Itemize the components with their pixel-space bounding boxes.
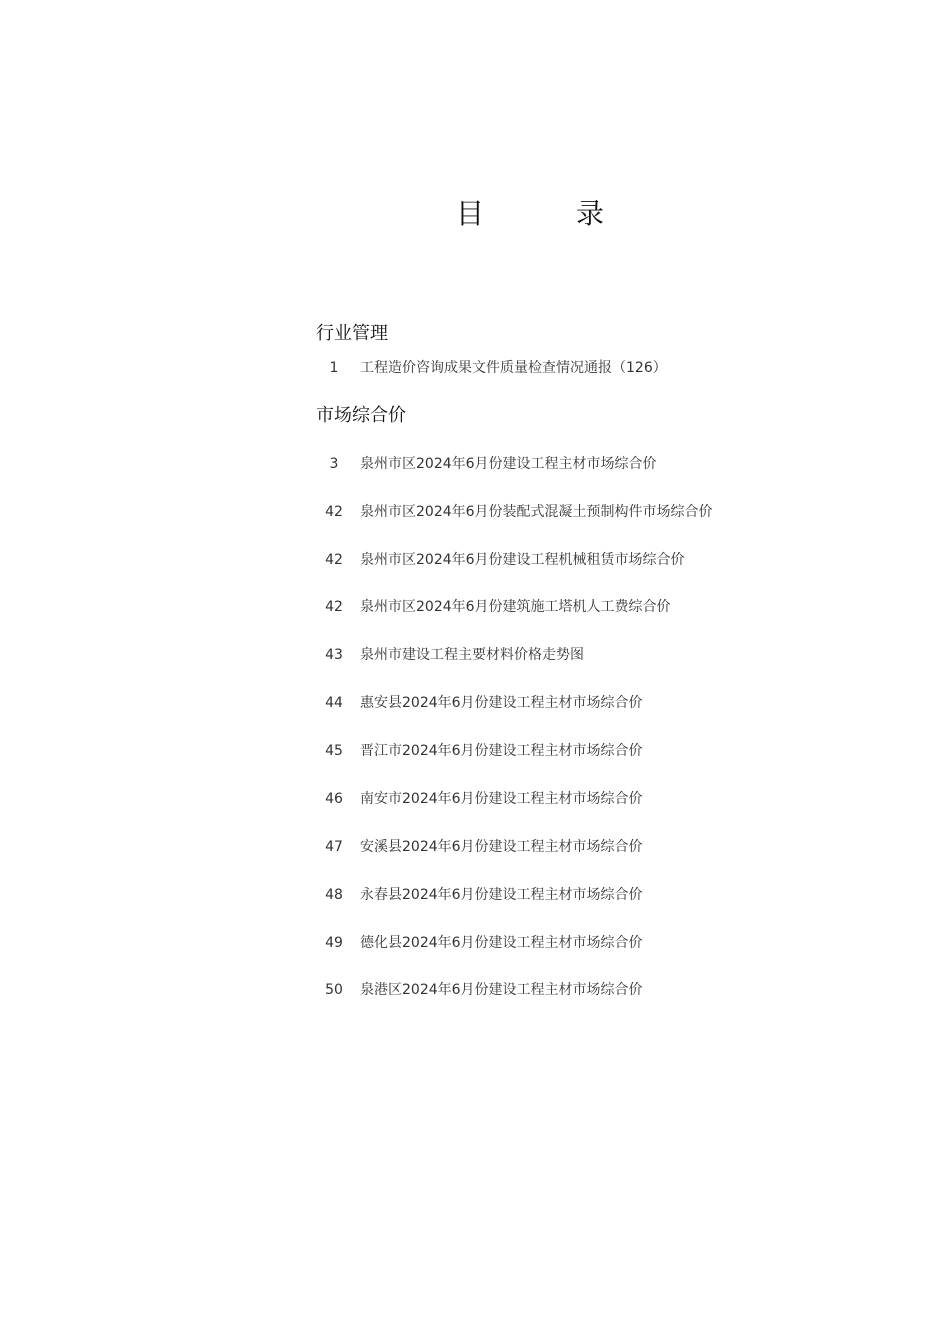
toc-page-number: 42 — [325, 504, 343, 520]
toc-page-number: 3 — [329, 456, 339, 472]
toc-entry[interactable] — [316, 789, 643, 809]
toc-entry[interactable] — [316, 645, 584, 665]
toc-entry-title: 泉州市建设工程主要材料价格走势图 — [360, 647, 584, 663]
page-title: 目 录 — [455, 197, 636, 230]
toc-entry-title: 德化县2024年6月份建设工程主材市场综合价 — [360, 935, 643, 951]
section-heading-market-price: 市场综合价 — [316, 405, 406, 426]
toc-entry[interactable] — [316, 885, 643, 905]
toc-entry-title: 南安市2024年6月份建设工程主材市场综合价 — [360, 791, 643, 807]
toc-entry-title: 泉州市区2024年6月份建筑施工塔机人工费综合价 — [360, 599, 671, 615]
section-heading-industry-management: 行业管理 — [316, 323, 388, 344]
toc-page-number: 43 — [325, 647, 343, 663]
toc-page-number: 42 — [325, 552, 343, 568]
toc-entry[interactable] — [316, 933, 643, 953]
toc-page-number: 47 — [325, 839, 343, 855]
toc-page-number: 50 — [325, 982, 343, 998]
toc-entry[interactable] — [316, 597, 671, 617]
toc-entry-title: 惠安县2024年6月份建设工程主材市场综合价 — [360, 695, 643, 711]
toc-entry[interactable] — [316, 502, 713, 522]
toc-entry[interactable] — [316, 693, 643, 713]
toc-entry-title: 泉州市区2024年6月份建设工程机械租赁市场综合价 — [360, 552, 685, 568]
toc-page-number: 48 — [325, 887, 343, 903]
toc-page-number: 1 — [329, 360, 339, 376]
toc-entry-title: 工程造价咨询成果文件质量检查情况通报（126） — [360, 360, 667, 376]
toc-page-number: 44 — [325, 695, 343, 711]
toc-entry-title: 泉州市区2024年6月份装配式混凝土预制构件市场综合价 — [360, 504, 713, 520]
toc-entry[interactable] — [316, 980, 643, 1000]
toc-page-number: 45 — [325, 743, 343, 759]
toc-page-number: 49 — [325, 935, 343, 951]
toc-entry-title: 安溪县2024年6月份建设工程主材市场综合价 — [360, 839, 643, 855]
toc-entry[interactable] — [316, 837, 643, 857]
toc-page-number: 46 — [325, 791, 343, 807]
toc-entry-title: 晋江市2024年6月份建设工程主材市场综合价 — [360, 743, 643, 759]
toc-entry-title: 永春县2024年6月份建设工程主材市场综合价 — [360, 887, 643, 903]
toc-entry-title: 泉港区2024年6月份建设工程主材市场综合价 — [360, 982, 643, 998]
toc-entry[interactable] — [316, 741, 643, 761]
toc-entry[interactable] — [316, 454, 657, 474]
toc-page-number: 42 — [325, 599, 343, 615]
toc-entry[interactable] — [316, 550, 685, 570]
toc-entry-title: 泉州市区2024年6月份建设工程主材市场综合价 — [360, 456, 657, 472]
toc-entry[interactable] — [316, 358, 667, 378]
